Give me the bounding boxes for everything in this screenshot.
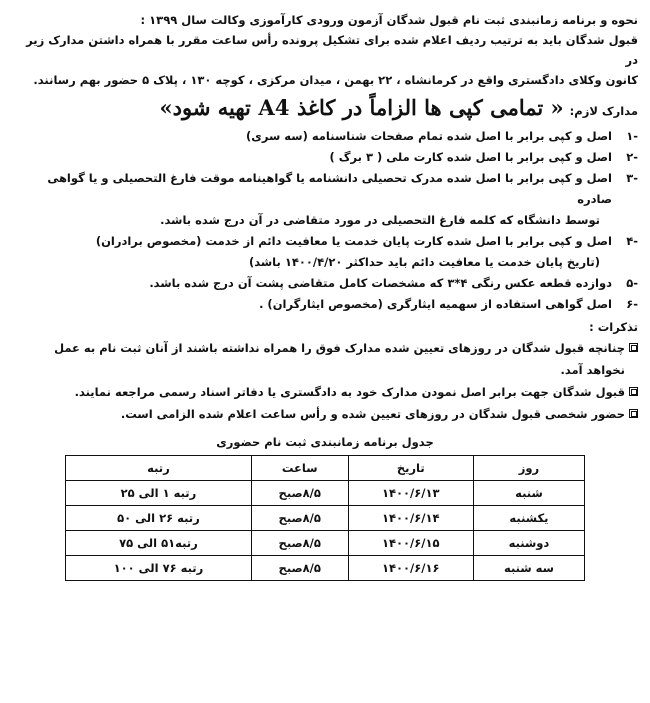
- documents-heading: [12, 95, 638, 120]
- cell-day: دوشنبه: [473, 531, 584, 556]
- documents-list: [12, 126, 638, 315]
- cell-time: ۸/۵صبح: [251, 481, 348, 506]
- cell-rank: رتبه۵۱ الی ۷۵: [66, 531, 252, 556]
- document-number: -۲: [626, 150, 638, 164]
- cell-date: ۱۴۰۰/۶/۱۴: [348, 506, 473, 531]
- table-row: [66, 531, 585, 556]
- checkbox-bullet-icon: [629, 409, 638, 418]
- cell-time: ۸/۵صبح: [251, 506, 348, 531]
- note-text: چنانچه قبول شدگان در روزهای تعیین شده مدارک فوق را همراه نداشته باشند از آنان ثبت نام به عمل نخواهد آمد.: [54, 341, 625, 377]
- document-item: [12, 126, 638, 147]
- cell-rank: رتبه ۱ الی ۲۵: [66, 481, 252, 506]
- checkbox-bullet-icon: [629, 387, 638, 396]
- document-number: -۵: [626, 276, 638, 290]
- document-subtext: (تاریخ پایان خدمت یا معافیت دائم باید حداکثر ۱۴۰۰/۴/۲۰ باشد): [248, 255, 600, 269]
- note-item: [12, 337, 638, 381]
- intro-line: کانون وکلای دادگستری واقع در کرمانشاه ، ۲۲ بهمن ، میدان مرکزی ، کوچه ۱۳۰ ، پلاک ۵ حضور بهم رسانند.: [33, 73, 638, 87]
- intro-section: [12, 10, 638, 90]
- intro-line: قبول شدگان باید به ترتیب ردیف اعلام شده برای تشکیل پرونده رأس ساعت مقرر با همراه داشتن مدارک زیر در: [26, 33, 638, 67]
- cell-date: ۱۴۰۰/۶/۱۶: [348, 556, 473, 581]
- document-number: -۳: [626, 171, 638, 185]
- notes-list: [12, 337, 638, 425]
- schedule-table: [65, 455, 585, 581]
- document-item: [12, 294, 638, 315]
- document-item: [12, 273, 638, 294]
- note-text: حضور شخصی قبول شدگان در روزهای تعیین شده و رأس ساعت اعلام شده الزامی است.: [120, 407, 625, 421]
- document-item: [12, 231, 638, 273]
- intro-heading: نحوه و برنامه زمانبندی ثبت نام قبول شدگان آزمون ورودی کارآموزی وکالت سال ۱۳۹۹ :: [140, 13, 638, 27]
- notes-title: تذکرات :: [589, 320, 638, 334]
- table-row: [66, 556, 585, 581]
- cell-rank: رتبه ۲۶ الی ۵۰: [66, 506, 252, 531]
- document-text: اصل و کپی برابر با اصل شده کارت پایان خدمت یا معافیت دائم از خدمت (مخصوص برادران): [95, 234, 612, 248]
- cell-date: ۱۴۰۰/۶/۱۳: [348, 481, 473, 506]
- document-number: -۴: [626, 234, 638, 248]
- cell-day: سه شنبه: [473, 556, 584, 581]
- documents-label: مدارک لازم:: [569, 104, 638, 118]
- note-item: [12, 381, 638, 403]
- table-row: [66, 506, 585, 531]
- note-item: [12, 403, 638, 425]
- documents-title: « تمامی کپی ها الزاماً در کاغذ A4 تهیه شود»: [159, 95, 564, 120]
- document-item: [12, 168, 638, 231]
- header-rank: رتبه: [66, 456, 252, 481]
- cell-time: ۸/۵صبح: [251, 531, 348, 556]
- table-row: [66, 481, 585, 506]
- checkbox-bullet-icon: [629, 343, 638, 352]
- document-text: دوازده قطعه عکس رنگی ۴*۳ که مشخصات کامل متقاضی پشت آن درج شده باشد.: [149, 276, 612, 290]
- cell-time: ۸/۵صبح: [251, 556, 348, 581]
- note-text: قبول شدگان جهت برابر اصل نمودن مدارک خود به دادگستری یا دفاتر اسناد رسمی مراجعه نمایند.: [74, 385, 625, 399]
- document-text: اصل گواهی استفاده از سهمیه ایثارگری (مخصوص ایثارگران) .: [259, 297, 612, 311]
- cell-day: شنبه: [473, 481, 584, 506]
- document-item: [12, 147, 638, 168]
- header-date: تاریخ: [348, 456, 473, 481]
- document-text: اصل و کپی برابر با اصل شده تمام صفحات شناسنامه (سه سری): [246, 129, 612, 143]
- cell-rank: رتبه ۷۶ الی ۱۰۰: [66, 556, 252, 581]
- document-text: اصل و کپی برابر با اصل شده مدرک تحصیلی دانشنامه یا گواهینامه موقت فارغ التحصیلی و یا گواهی صادره: [47, 171, 612, 206]
- document-number: -۱: [626, 129, 638, 143]
- table-header-row: [66, 456, 585, 481]
- header-time: ساعت: [251, 456, 348, 481]
- header-day: روز: [473, 456, 584, 481]
- document-subtext: توسط دانشگاه که کلمه فارغ التحصیلی در مورد متقاضی در آن درج شده باشد.: [160, 213, 600, 227]
- document-text: اصل و کپی برابر با اصل شده کارت ملی ( ۳ برگ ): [329, 150, 612, 164]
- document-number: -۶: [626, 297, 638, 311]
- schedule-caption: جدول برنامه زمانبندی ثبت نام حضوری: [216, 435, 434, 449]
- cell-date: ۱۴۰۰/۶/۱۵: [348, 531, 473, 556]
- cell-day: یکشنبه: [473, 506, 584, 531]
